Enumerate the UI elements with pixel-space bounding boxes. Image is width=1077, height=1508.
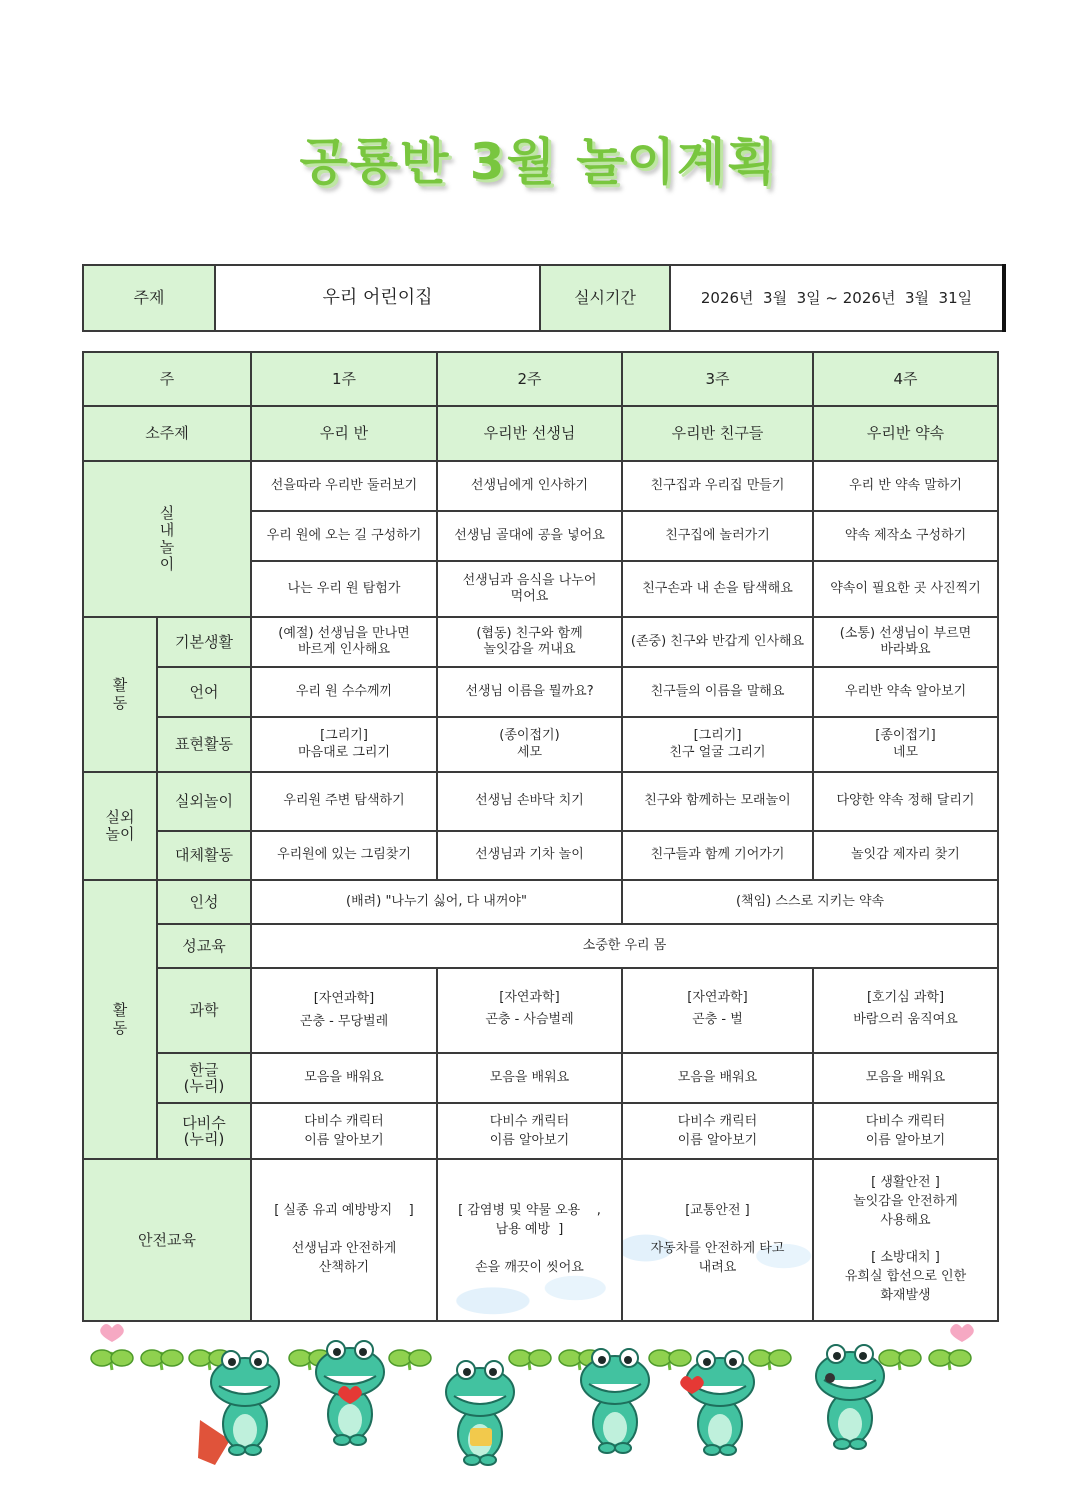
outdoor-cell: 선생님 손바닥 치기 bbox=[437, 772, 622, 831]
alternative-cell: 놀잇감 제자리 찾기 bbox=[813, 831, 998, 880]
language-cell: 우리반 약속 알아보기 bbox=[813, 667, 998, 717]
week-header-label: 주 bbox=[83, 352, 251, 406]
sprout-icon bbox=[649, 1350, 691, 1370]
basic-life-label: 기본생활 bbox=[157, 617, 251, 667]
indoor-cell: 우리 원에 오는 길 구성하기 bbox=[251, 511, 437, 561]
week-3-header: 3주 bbox=[622, 352, 813, 406]
science-cell: [자연과학] 곤충 - 벌 bbox=[622, 968, 813, 1053]
character-label: 인성 bbox=[157, 880, 251, 924]
outdoor-play-label: 실외놀이 bbox=[157, 772, 251, 831]
safety-cell: [교통안전 ] 자동차를 안전하게 타고 내려요 bbox=[622, 1159, 813, 1321]
language-cell: 우리 원 수수께끼 bbox=[251, 667, 437, 717]
dabisu-cell: 다비수 캐릭터 이름 알아보기 bbox=[622, 1103, 813, 1159]
indoor-cell: 나는 우리 원 탐험가 bbox=[251, 561, 437, 617]
crocodile-icon bbox=[581, 1349, 649, 1453]
character-cell-1: (배려) "나누기 싫어, 다 내꺼야" bbox=[251, 880, 622, 924]
period-value: 2026년 3월 3일 ~ 2026년 3월 31일 bbox=[670, 265, 1004, 331]
sprout-icon bbox=[141, 1350, 183, 1370]
safety-education-label: 안전교육 bbox=[83, 1159, 251, 1321]
indoor-cell: 친구집과 우리집 만들기 bbox=[622, 461, 813, 511]
indoor-cell: 선생님과 음식을 나누어 먹어요 bbox=[437, 561, 622, 617]
theme-label: 주제 bbox=[83, 265, 215, 331]
crocodile-icon bbox=[446, 1361, 514, 1465]
subtopic-week-1: 우리 반 bbox=[251, 406, 437, 461]
language-label: 언어 bbox=[157, 667, 251, 717]
sex-ed-label: 성교육 bbox=[157, 924, 251, 968]
expression-cell: [그리기] 마음대로 그리기 bbox=[251, 717, 437, 772]
dabisu-label: 다비수 (누리) bbox=[157, 1103, 251, 1159]
indoor-cell: 약속 제작소 구성하기 bbox=[813, 511, 998, 561]
expression-cell: (종이접기) 세모 bbox=[437, 717, 622, 772]
indoor-cell: 선을따라 우리반 둘러보기 bbox=[251, 461, 437, 511]
heart-icon bbox=[950, 1324, 974, 1342]
safety-cell: [ 실종 유괴 예방방지 ] 선생님과 안전하게 산책하기 bbox=[251, 1159, 437, 1321]
hangul-cell: 모음을 배워요 bbox=[251, 1053, 437, 1103]
indoor-cell: 선생님에게 인사하기 bbox=[437, 461, 622, 511]
language-cell: 선생님 이름을 뭘까요? bbox=[437, 667, 622, 717]
basic-life-cell: (예절) 선생님을 만나면 바르게 인사해요 bbox=[251, 617, 437, 667]
indoor-cell: 우리 반 약속 말하기 bbox=[813, 461, 998, 511]
science-label: 과학 bbox=[157, 968, 251, 1053]
plan-table bbox=[82, 351, 999, 1322]
period-label: 실시기간 bbox=[540, 265, 670, 331]
sprout-icon bbox=[749, 1350, 791, 1370]
info-table bbox=[82, 264, 1006, 332]
week-2-header: 2주 bbox=[437, 352, 622, 406]
dabisu-cell: 다비수 캐릭터 이름 알아보기 bbox=[251, 1103, 437, 1159]
outdoor-cell: 다양한 약속 정해 달리기 bbox=[813, 772, 998, 831]
indoor-cell: 약속이 필요한 곳 사진찍기 bbox=[813, 561, 998, 617]
page-title: 공룡반 3월 놀이계획 bbox=[299, 133, 778, 191]
basic-life-cell: (소통) 선생님이 부르면 바라봐요 bbox=[813, 617, 998, 667]
crocodile-icon bbox=[816, 1345, 884, 1449]
crocodile-icon bbox=[316, 1341, 384, 1445]
theme-value: 우리 어린이집 bbox=[215, 265, 540, 331]
dabisu-cell: 다비수 캐릭터 이름 알아보기 bbox=[813, 1103, 998, 1159]
sprout-icon bbox=[389, 1350, 431, 1370]
decoration-border bbox=[80, 1320, 1000, 1508]
indoor-play-label: 실 내 놀 이 bbox=[83, 461, 251, 617]
subtopic-label: 소주제 bbox=[83, 406, 251, 461]
subtopic-week-2: 우리반 선생님 bbox=[437, 406, 622, 461]
hangul-cell: 모음을 배워요 bbox=[437, 1053, 622, 1103]
safety-cell: [ 생활안전 ] 놀잇감을 안전하게 사용해요 [ 소방대치 ] 유희실 합선으로 인한 화재발생 bbox=[813, 1159, 998, 1321]
safety-cell: [ 감염병 및 약물 오용 , 남용 예방 ] 손을 깨끗이 씻어요 bbox=[437, 1159, 622, 1321]
hangul-cell: 모음을 배워요 bbox=[813, 1053, 998, 1103]
crocodile-icon bbox=[680, 1351, 754, 1455]
alternative-cell: 친구들과 함께 기어가기 bbox=[622, 831, 813, 880]
science-cell: [자연과학] 곤충 - 사슴벌레 bbox=[437, 968, 622, 1053]
basic-life-cell: (존중) 친구와 반갑게 인사해요 bbox=[622, 617, 813, 667]
dabisu-cell: 다비수 캐릭터 이름 알아보기 bbox=[437, 1103, 622, 1159]
character-cell-2: (책임) 스스로 지키는 약속 bbox=[622, 880, 998, 924]
sex-ed-cell: 소중한 우리 몸 bbox=[251, 924, 998, 968]
alternative-activity-label: 대체활동 bbox=[157, 831, 251, 880]
subtopic-week-3: 우리반 친구들 bbox=[622, 406, 813, 461]
outdoor-cell: 우리원 주변 탐색하기 bbox=[251, 772, 437, 831]
basic-life-cell: (협동) 친구와 함께 놀잇감을 꺼내요 bbox=[437, 617, 622, 667]
sprout-icon bbox=[509, 1350, 551, 1370]
science-cell: [자연과학] 곤충 - 무당벌레 bbox=[251, 968, 437, 1053]
alternative-cell: 우리원에 있는 그림찾기 bbox=[251, 831, 437, 880]
sprout-icon bbox=[91, 1350, 133, 1370]
outdoor-cell: 친구와 함께하는 모래놀이 bbox=[622, 772, 813, 831]
sprout-icon bbox=[929, 1350, 971, 1370]
indoor-cell: 친구손과 내 손을 탐색해요 bbox=[622, 561, 813, 617]
indoor-cell: 친구집에 놀러가기 bbox=[622, 511, 813, 561]
subtopic-week-4: 우리반 약속 bbox=[813, 406, 998, 461]
week-1-header: 1주 bbox=[251, 352, 437, 406]
hangul-cell: 모음을 배워요 bbox=[622, 1053, 813, 1103]
outdoor-group-label: 실외 놀이 bbox=[83, 772, 157, 880]
expression-label: 표현활동 bbox=[157, 717, 251, 772]
language-cell: 친구들의 이름을 말해요 bbox=[622, 667, 813, 717]
alternative-cell: 선생님과 기차 놀이 bbox=[437, 831, 622, 880]
week-4-header: 4주 bbox=[813, 352, 998, 406]
science-cell: [호기심 과학] 바람으러 움직여요 bbox=[813, 968, 998, 1053]
indoor-cell: 선생님 골대에 공을 넣어요 bbox=[437, 511, 622, 561]
expression-cell: [그리기] 친구 얼굴 그리기 bbox=[622, 717, 813, 772]
activity-group-label-2: 활 동 bbox=[83, 880, 157, 1159]
expression-cell: [종이접기] 네모 bbox=[813, 717, 998, 772]
activity-group-label: 활 동 bbox=[83, 617, 157, 772]
hangul-label: 한글 (누리) bbox=[157, 1053, 251, 1103]
heart-icon bbox=[100, 1324, 124, 1342]
sprout-icon bbox=[879, 1350, 921, 1370]
